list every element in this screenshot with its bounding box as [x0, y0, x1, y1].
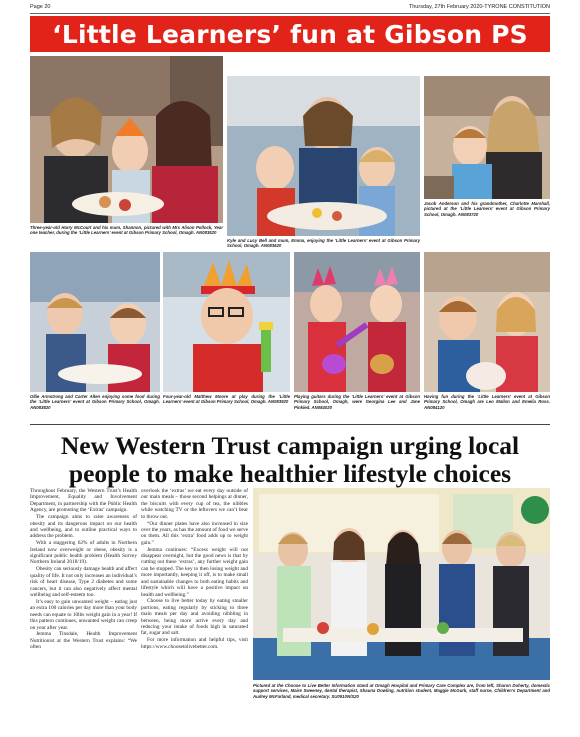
- paragraph: The campaign aims to raise awareness of obesity and its dangerous impact on our health and wellbeing, and to outline practical ways to address the problem.: [30, 514, 137, 540]
- paragraph: Jemma Tinsdale, Health Improvement Nutritionist at the Western Trust explains: “We often: [30, 631, 137, 651]
- caption-6: Playing guitars during the ‘Little Learners’ event at Gibson Primary School, Omagh, were Georgina Lee and Jane Pinkled. AN084020: [294, 394, 420, 410]
- paragraph: “Our dinner plates have also increased in size over the years, as has the amount of food we serve on them. All this ‘extra’ food adds up to weight gain.”: [141, 520, 248, 546]
- photo-matthew-moore: [163, 252, 290, 392]
- page-number: Page 20: [30, 4, 51, 10]
- section-divider: [30, 424, 550, 425]
- article-column-2: [141, 488, 248, 651]
- photo-harry-mccourt: [30, 56, 223, 223]
- paragraph: overlook the ‘extras’ we eat every day outside of our main meals – those second helpings at dinner, the biscuits with every cup of tea, the nibbles while watching TV or the leftovers we can’t bear to throw out.: [141, 488, 248, 520]
- caption-7: Having fun during the ‘Little Learners’ event at Gibson Primary School, Omagh are Leo Mallon and Emelia Ross. AN084120: [424, 394, 550, 410]
- photo-choose-to-live-better-stand: [253, 488, 550, 680]
- caption-1: Three-year-old Harry McCourt and his mum, Shannon, pictured with Mrs Alison Pollock, Year one teacher, during the ‘Little Learners’ event at Gibson Primary School, Omagh. AN083520: [30, 225, 223, 236]
- paragraph: Obesity can seriously damage health and affect quality of life. It not only increases an individual’s risk of heart disease, Type 2 diabetes and some cancers, but it can also negatively affect mental wellbeing and self-esteem too.: [30, 566, 137, 598]
- article-column-1: [30, 488, 137, 651]
- caption-3: Jacob Anderson and his grandmother, Charlotte Marshall, pictured at the ‘Little Learners’ event at Gibson Primary School, Omagh. AN083720: [424, 201, 550, 217]
- photo-ollie-carter: [30, 252, 160, 392]
- page-folio: [30, 4, 550, 14]
- photo-leo-emelia: [424, 252, 550, 392]
- caption-2: Kyle and Lucy Bell and mum, Emma, enjoying the ‘Little Learners’ event at Gibson Primary School, Omagh. AN083620: [227, 238, 420, 249]
- main-photo-caption: Pictured at the Choose to Live Better Information stand at Omagh Hospital and Primary Care Complex are, from left, Sharon Doherty, domestic support services, Maire Sweeney, dental therapist, Shauna Dowling, nutrition student, Maggie McGurk, staff nurse, Children’s Department and Audrey McFarland, medical secretary. SU0910N/S20: [253, 683, 550, 699]
- caption-4: Ollie Armstrong and Carter Allen enjoying some food during the ‘Little Learners’ event at Gibson Primary School, Omagh. AN083820: [30, 394, 160, 410]
- paragraph: Choose to live better today by eating smaller portions, eating regularly by sticking to three main meals per day and avoiding nibbling in between, being more active every day and reducing your intake of foods high in saturated fat, sugar and salt.: [141, 598, 248, 637]
- paragraph: Throughout February, the Western Trust’s Health Improvement, Equality and Involvement Department, in partnership with the Public Health Agency, are promoting the ‘Extras’ campaign.: [30, 488, 137, 514]
- paragraph: For more information and helpful tips, visit https://www.choosetolivebetter.com.: [141, 637, 248, 650]
- event-banner: [30, 16, 550, 52]
- paragraph: With a staggering 62% of adults in Northern Ireland now overweight or obese, obesity is a significant public health problem (Health Survey Northern Ireland 2018/19).: [30, 540, 137, 566]
- dateline: Thursday, 27th February 2020-TYRONE CONSTITUTION: [408, 4, 550, 10]
- paragraph: It’s easy to gain unwanted weight – eating just an extra 100 calories per day more than your body needs can equate to 10lbs weight gain in a year! If this pattern continues, unwanted weight can creep on year after year.: [30, 598, 137, 631]
- photo-playing-guitars: [294, 252, 420, 392]
- banner-title: ‘Little Learners’ fun at Gibson PS: [52, 19, 528, 49]
- caption-5: Four-year-old Matthew Moore at play during the ‘Little Learners’ event at Gibson Primary School, Omagh. AN083920: [163, 394, 290, 405]
- photo-kyle-lucy-bell: [227, 76, 420, 236]
- paragraph: Jemma continues: “Excess weight will not disappear overnight, but the good news is that by cutting out these ‘extras’, any further weight gain can be stopped. The key to then losing weight and more importantly, keeping it off, is to make small and sustainable changes to both eating habits and lifestyle which will have a positive impact on health and wellbeing.”: [141, 546, 248, 598]
- article-headline: New Western Trust campaign urging local people to make healthier lifestyle choices: [60, 431, 520, 488]
- photo-jacob-anderson: [424, 76, 550, 199]
